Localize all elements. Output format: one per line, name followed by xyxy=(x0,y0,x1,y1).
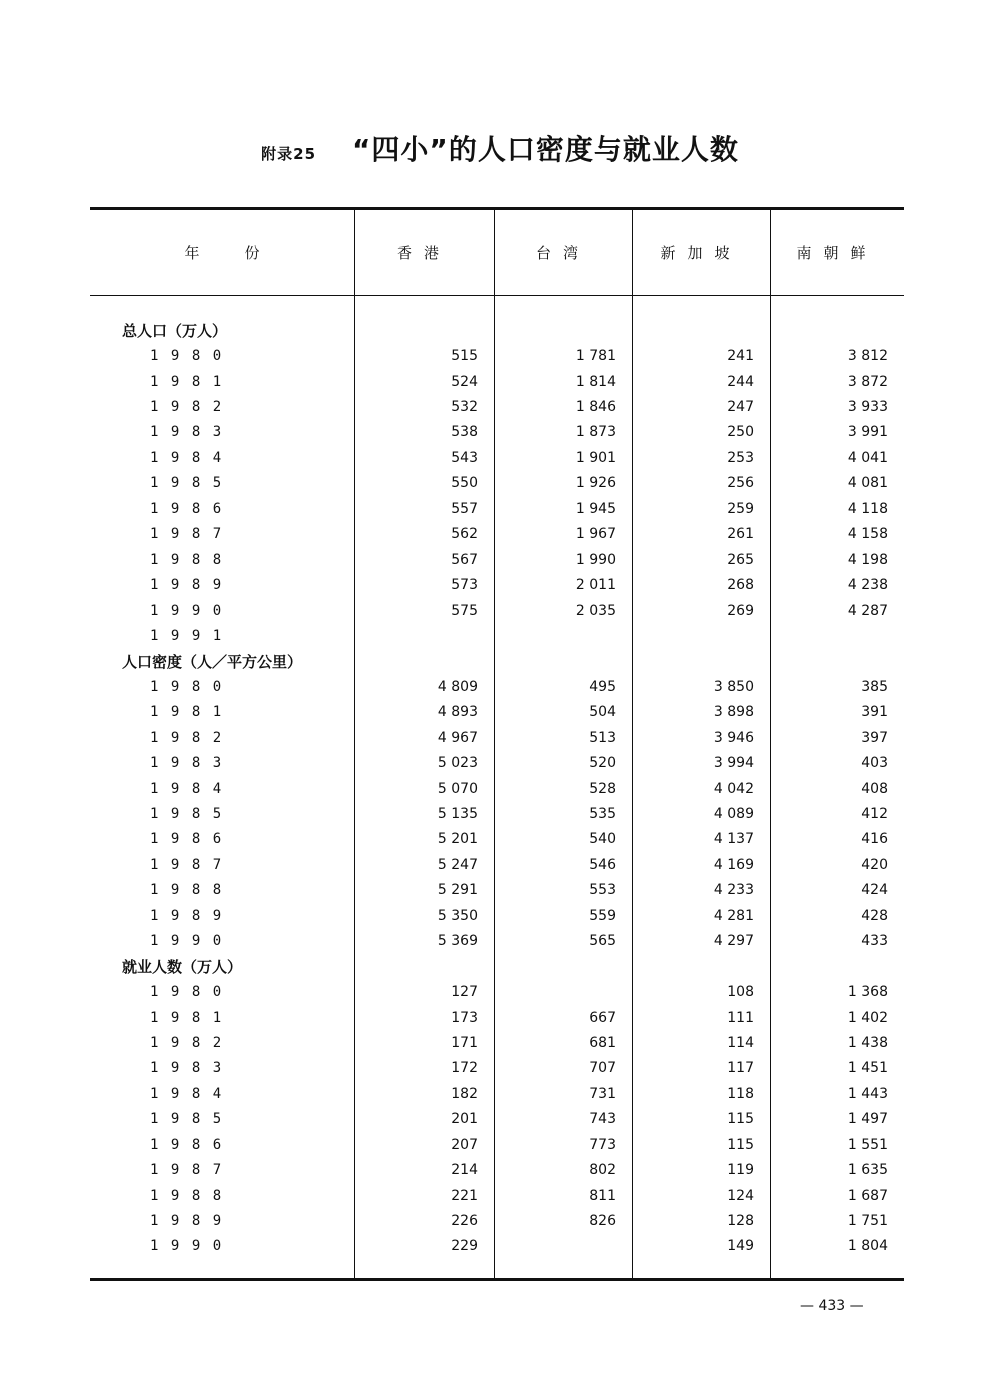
singapore-cell: 124 xyxy=(727,1187,754,1204)
taiwan-cell: 513 xyxy=(589,729,616,746)
table-row xyxy=(90,852,904,877)
year-cell: 1981 xyxy=(150,1009,234,1026)
hongkong-cell: 575 xyxy=(451,602,478,619)
south-korea-cell: 3 812 xyxy=(847,348,888,365)
singapore-cell: 117 xyxy=(727,1060,754,1077)
south-korea-cell: 1 451 xyxy=(847,1060,888,1077)
table-row xyxy=(90,623,904,648)
table-row xyxy=(90,1183,904,1208)
south-korea-cell: 416 xyxy=(861,831,888,848)
taiwan-cell: 565 xyxy=(589,933,616,950)
hongkong-cell: 5 369 xyxy=(437,933,478,950)
south-korea-cell: 1 635 xyxy=(847,1162,888,1179)
south-korea-cell: 428 xyxy=(861,907,888,924)
table-row xyxy=(90,572,904,597)
table-row xyxy=(90,394,904,419)
year-cell: 1985 xyxy=(150,475,234,492)
year-cell: 1988 xyxy=(150,1187,234,1204)
section-label: 总人口（万人） xyxy=(122,322,228,341)
table-header-rule xyxy=(90,295,904,296)
table-body xyxy=(90,318,904,1259)
south-korea-cell: 385 xyxy=(861,678,888,695)
table-row xyxy=(90,1234,904,1259)
header-singapore: 新加坡 xyxy=(660,244,742,262)
table-row xyxy=(90,1005,904,1030)
section-row xyxy=(90,649,904,674)
year-cell: 1986 xyxy=(150,831,234,848)
page-number: — 433 — xyxy=(800,1298,864,1314)
taiwan-cell: 528 xyxy=(589,780,616,797)
page-title: “四小”的人口密度与就业人数 xyxy=(352,133,739,166)
singapore-cell: 4 281 xyxy=(713,907,754,924)
south-korea-cell: 3 872 xyxy=(847,373,888,390)
table-row xyxy=(90,1056,904,1081)
table-row xyxy=(90,750,904,775)
hongkong-cell: 5 201 xyxy=(437,831,478,848)
table-row xyxy=(90,547,904,572)
taiwan-cell: 504 xyxy=(589,704,616,721)
table-row xyxy=(90,1081,904,1106)
year-cell: 1987 xyxy=(150,856,234,873)
south-korea-cell: 4 118 xyxy=(847,500,888,517)
taiwan-cell: 707 xyxy=(589,1060,616,1077)
header-south-korea: 南朝鲜 xyxy=(796,244,878,262)
hongkong-cell: 182 xyxy=(451,1085,478,1102)
year-cell: 1980 xyxy=(150,348,234,365)
south-korea-cell: 1 551 xyxy=(847,1136,888,1153)
year-cell: 1982 xyxy=(150,729,234,746)
hongkong-cell: 5 023 xyxy=(437,755,478,772)
year-cell: 1980 xyxy=(150,678,234,695)
year-cell: 1991 xyxy=(150,627,234,644)
table-row xyxy=(90,471,904,496)
table-row xyxy=(90,674,904,699)
hongkong-cell: 562 xyxy=(451,526,478,543)
header-hongkong: 香港 xyxy=(396,244,451,262)
year-cell: 1990 xyxy=(150,1238,234,1255)
hongkong-cell: 4 967 xyxy=(437,729,478,746)
year-cell: 1986 xyxy=(150,500,234,517)
south-korea-cell: 1 687 xyxy=(847,1187,888,1204)
year-cell: 1984 xyxy=(150,449,234,466)
year-cell: 1986 xyxy=(150,1136,234,1153)
taiwan-cell: 535 xyxy=(589,806,616,823)
table-header xyxy=(90,210,904,295)
year-cell: 1989 xyxy=(150,577,234,594)
table-row xyxy=(90,522,904,547)
table-row xyxy=(90,1157,904,1182)
south-korea-cell: 4 158 xyxy=(847,526,888,543)
taiwan-cell: 1 967 xyxy=(575,526,616,543)
year-cell: 1990 xyxy=(150,602,234,619)
hongkong-cell: 4 893 xyxy=(437,704,478,721)
south-korea-cell: 1 368 xyxy=(847,984,888,1001)
year-cell: 1980 xyxy=(150,984,234,1001)
south-korea-cell: 408 xyxy=(861,780,888,797)
year-cell: 1982 xyxy=(150,1034,234,1051)
table-row xyxy=(90,827,904,852)
table-row xyxy=(90,420,904,445)
table-row xyxy=(90,1132,904,1157)
header-taiwan: 台湾 xyxy=(535,244,590,262)
taiwan-cell: 546 xyxy=(589,856,616,873)
taiwan-cell: 802 xyxy=(589,1162,616,1179)
year-cell: 1988 xyxy=(150,551,234,568)
year-cell: 1988 xyxy=(150,882,234,899)
singapore-cell: 253 xyxy=(727,449,754,466)
south-korea-cell: 397 xyxy=(861,729,888,746)
year-cell: 1987 xyxy=(150,526,234,543)
year-cell: 1982 xyxy=(150,399,234,416)
south-korea-cell: 412 xyxy=(861,806,888,823)
singapore-cell: 247 xyxy=(727,399,754,416)
year-cell: 1983 xyxy=(150,424,234,441)
south-korea-cell: 4 287 xyxy=(847,602,888,619)
header-year: 年 份 xyxy=(184,244,260,262)
table-row xyxy=(90,1030,904,1055)
taiwan-cell: 773 xyxy=(589,1136,616,1153)
taiwan-cell: 1 846 xyxy=(575,399,616,416)
singapore-cell: 3 898 xyxy=(713,704,754,721)
table-row xyxy=(90,776,904,801)
singapore-cell: 119 xyxy=(727,1162,754,1179)
hongkong-cell: 557 xyxy=(451,500,478,517)
hongkong-cell: 524 xyxy=(451,373,478,390)
singapore-cell: 3 994 xyxy=(713,755,754,772)
south-korea-cell: 403 xyxy=(861,755,888,772)
taiwan-cell: 681 xyxy=(589,1034,616,1051)
singapore-cell: 3 946 xyxy=(713,729,754,746)
taiwan-cell: 743 xyxy=(589,1111,616,1128)
table-row xyxy=(90,445,904,470)
south-korea-cell: 1 804 xyxy=(847,1238,888,1255)
hongkong-cell: 201 xyxy=(451,1111,478,1128)
singapore-cell: 244 xyxy=(727,373,754,390)
singapore-cell: 241 xyxy=(727,348,754,365)
taiwan-cell: 2 011 xyxy=(575,577,616,594)
south-korea-cell: 3 991 xyxy=(847,424,888,441)
hongkong-cell: 4 809 xyxy=(437,678,478,695)
singapore-cell: 4 169 xyxy=(713,856,754,873)
year-cell: 1983 xyxy=(150,1060,234,1077)
singapore-cell: 111 xyxy=(727,1009,754,1026)
hongkong-cell: 515 xyxy=(451,348,478,365)
hongkong-cell: 5 135 xyxy=(437,806,478,823)
taiwan-cell: 559 xyxy=(589,907,616,924)
hongkong-cell: 173 xyxy=(451,1009,478,1026)
singapore-cell: 261 xyxy=(727,526,754,543)
title-row xyxy=(0,128,1000,168)
south-korea-cell: 1 443 xyxy=(847,1085,888,1102)
hongkong-cell: 207 xyxy=(451,1136,478,1153)
hongkong-cell: 229 xyxy=(451,1238,478,1255)
south-korea-cell: 1 402 xyxy=(847,1009,888,1026)
south-korea-cell: 4 041 xyxy=(847,449,888,466)
hongkong-cell: 214 xyxy=(451,1162,478,1179)
singapore-cell: 250 xyxy=(727,424,754,441)
hongkong-cell: 550 xyxy=(451,475,478,492)
singapore-cell: 149 xyxy=(727,1238,754,1255)
taiwan-cell: 1 781 xyxy=(575,348,616,365)
year-cell: 1985 xyxy=(150,806,234,823)
year-cell: 1989 xyxy=(150,1213,234,1230)
south-korea-cell: 1 751 xyxy=(847,1213,888,1230)
table-row xyxy=(90,1107,904,1132)
hongkong-cell: 5 247 xyxy=(437,856,478,873)
table-row xyxy=(90,929,904,954)
taiwan-cell: 1 873 xyxy=(575,424,616,441)
south-korea-cell: 424 xyxy=(861,882,888,899)
table-row xyxy=(90,903,904,928)
hongkong-cell: 5 291 xyxy=(437,882,478,899)
year-cell: 1984 xyxy=(150,780,234,797)
taiwan-cell: 1 945 xyxy=(575,500,616,517)
hongkong-cell: 573 xyxy=(451,577,478,594)
section-label: 就业人数（万人） xyxy=(122,958,243,977)
taiwan-cell: 553 xyxy=(589,882,616,899)
south-korea-cell: 1 497 xyxy=(847,1111,888,1128)
hongkong-cell: 543 xyxy=(451,449,478,466)
hongkong-cell: 567 xyxy=(451,551,478,568)
singapore-cell: 269 xyxy=(727,602,754,619)
taiwan-cell: 2 035 xyxy=(575,602,616,619)
year-cell: 1981 xyxy=(150,704,234,721)
singapore-cell: 115 xyxy=(727,1111,754,1128)
south-korea-cell: 433 xyxy=(861,933,888,950)
singapore-cell: 4 137 xyxy=(713,831,754,848)
hongkong-cell: 171 xyxy=(451,1034,478,1051)
appendix-number: 附录25 xyxy=(261,145,317,163)
hongkong-cell: 221 xyxy=(451,1187,478,1204)
table-row xyxy=(90,1208,904,1233)
south-korea-cell: 1 438 xyxy=(847,1034,888,1051)
table-row xyxy=(90,369,904,394)
singapore-cell: 4 089 xyxy=(713,806,754,823)
singapore-cell: 259 xyxy=(727,500,754,517)
year-cell: 1990 xyxy=(150,933,234,950)
singapore-cell: 4 042 xyxy=(713,780,754,797)
south-korea-cell: 3 933 xyxy=(847,399,888,416)
table-row xyxy=(90,343,904,368)
table-row xyxy=(90,979,904,1004)
table-row xyxy=(90,878,904,903)
south-korea-cell: 4 238 xyxy=(847,577,888,594)
table-row xyxy=(90,700,904,725)
singapore-cell: 3 850 xyxy=(713,678,754,695)
taiwan-cell: 667 xyxy=(589,1009,616,1026)
singapore-cell: 4 233 xyxy=(713,882,754,899)
taiwan-cell: 811 xyxy=(589,1187,616,1204)
south-korea-cell: 4 081 xyxy=(847,475,888,492)
taiwan-cell: 1 926 xyxy=(575,475,616,492)
taiwan-cell: 1 990 xyxy=(575,551,616,568)
table-row xyxy=(90,598,904,623)
singapore-cell: 268 xyxy=(727,577,754,594)
taiwan-cell: 826 xyxy=(589,1213,616,1230)
taiwan-cell: 495 xyxy=(589,678,616,695)
year-cell: 1984 xyxy=(150,1085,234,1102)
taiwan-cell: 1 901 xyxy=(575,449,616,466)
year-cell: 1985 xyxy=(150,1111,234,1128)
hongkong-cell: 127 xyxy=(451,984,478,1001)
taiwan-cell: 1 814 xyxy=(575,373,616,390)
hongkong-cell: 5 070 xyxy=(437,780,478,797)
hongkong-cell: 538 xyxy=(451,424,478,441)
year-cell: 1989 xyxy=(150,907,234,924)
hongkong-cell: 5 350 xyxy=(437,907,478,924)
table-row xyxy=(90,801,904,826)
section-label: 人口密度（人／平方公里） xyxy=(122,652,303,671)
singapore-cell: 118 xyxy=(727,1085,754,1102)
singapore-cell: 108 xyxy=(727,984,754,1001)
section-row xyxy=(90,954,904,979)
table-bottom-rule xyxy=(90,1278,904,1281)
taiwan-cell: 540 xyxy=(589,831,616,848)
singapore-cell: 114 xyxy=(727,1034,754,1051)
south-korea-cell: 391 xyxy=(861,704,888,721)
singapore-cell: 128 xyxy=(727,1213,754,1230)
table-row xyxy=(90,496,904,521)
year-cell: 1981 xyxy=(150,373,234,390)
hongkong-cell: 532 xyxy=(451,399,478,416)
singapore-cell: 4 297 xyxy=(713,933,754,950)
singapore-cell: 256 xyxy=(727,475,754,492)
south-korea-cell: 420 xyxy=(861,856,888,873)
singapore-cell: 115 xyxy=(727,1136,754,1153)
taiwan-cell: 731 xyxy=(589,1085,616,1102)
taiwan-cell: 520 xyxy=(589,755,616,772)
section-row xyxy=(90,318,904,343)
south-korea-cell: 4 198 xyxy=(847,551,888,568)
year-cell: 1983 xyxy=(150,755,234,772)
year-cell: 1987 xyxy=(150,1162,234,1179)
singapore-cell: 265 xyxy=(727,551,754,568)
hongkong-cell: 226 xyxy=(451,1213,478,1230)
hongkong-cell: 172 xyxy=(451,1060,478,1077)
table-row xyxy=(90,725,904,750)
